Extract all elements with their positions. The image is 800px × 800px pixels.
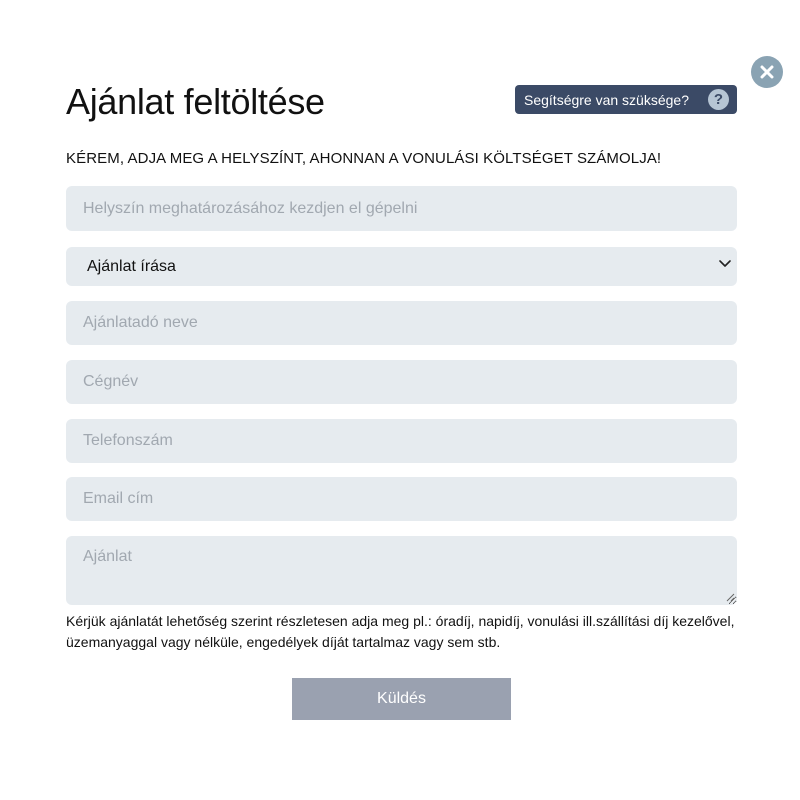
company-name-input[interactable] — [66, 360, 737, 404]
offer-textarea[interactable] — [66, 536, 737, 605]
email-input[interactable] — [66, 477, 737, 521]
submit-button[interactable]: Küldés — [292, 678, 511, 720]
chevron-down-icon — [719, 260, 731, 268]
close-icon — [759, 64, 775, 80]
offer-hint-text: Kérjük ajánlatát lehetőség szerint részletesen adja meg pl.: óradíj, napidíj, vonulási ill.szállítási díj kezelővel, üzemanyaggal vagy nélküle, engedélyek díját tartalmaz vagy sem stb. — [66, 613, 735, 650]
phone-input[interactable] — [66, 419, 737, 463]
dialog-title: Ajánlat feltöltése — [66, 81, 325, 122]
close-button[interactable] — [751, 56, 783, 88]
resize-handle-icon[interactable] — [725, 592, 735, 602]
offer-type-select[interactable] — [66, 247, 737, 286]
location-input[interactable] — [66, 186, 737, 231]
offerer-name-input[interactable] — [66, 301, 737, 345]
offer-type-selected: Ajánlat írása — [87, 257, 176, 275]
question-icon: ? — [708, 89, 729, 110]
help-button[interactable] — [515, 85, 737, 114]
help-button-label: Segítségre van szüksége? — [524, 91, 689, 108]
location-instruction: KÉREM, ADJA MEG A HELYSZÍNT, AHONNAN A VONULÁSI KÖLTSÉGET SZÁMOLJA! — [66, 150, 662, 167]
